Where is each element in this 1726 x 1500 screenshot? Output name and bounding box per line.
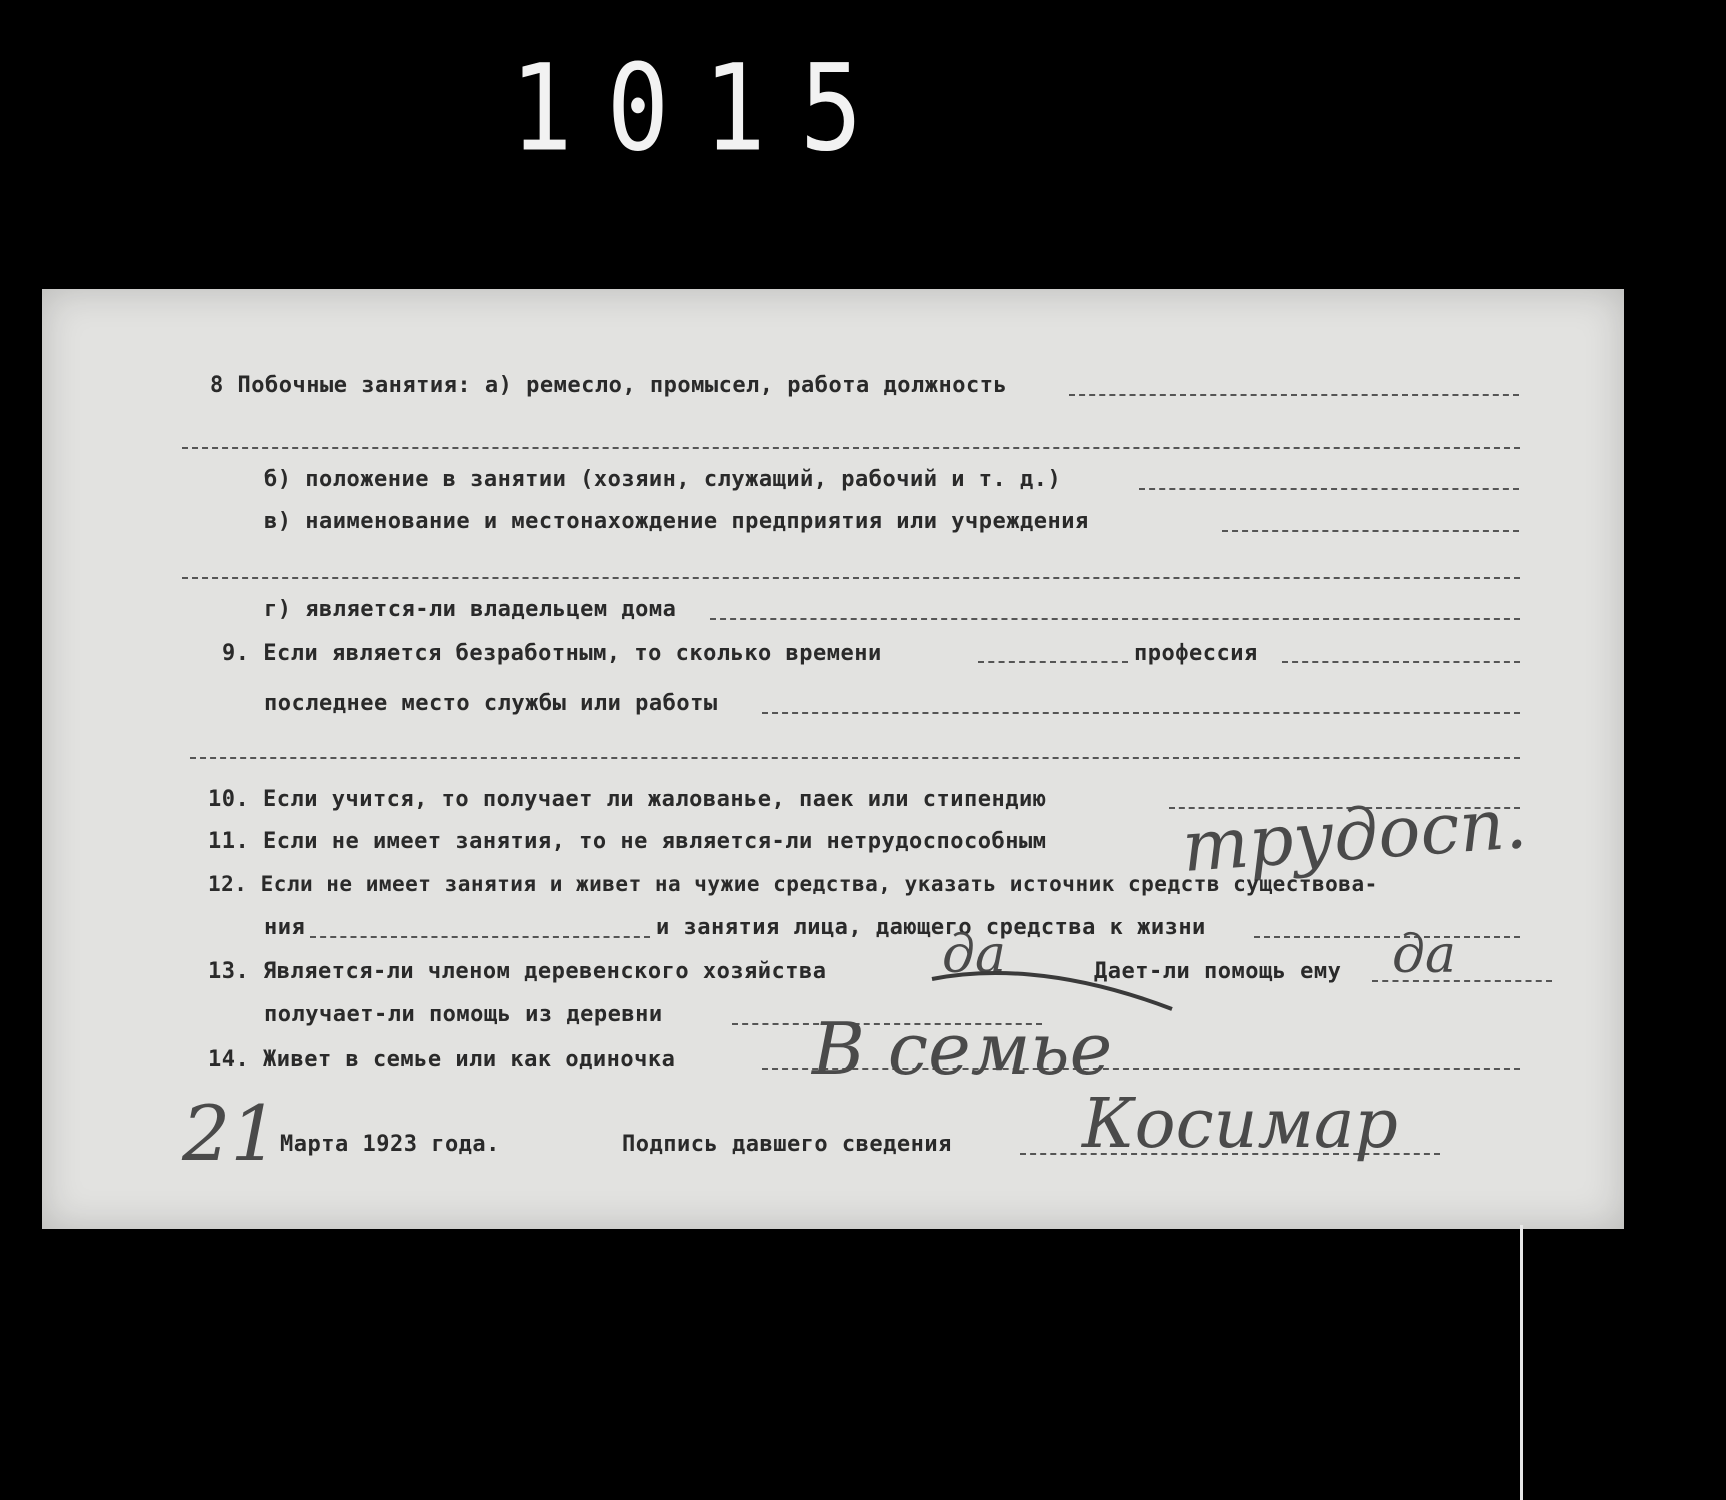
q9c-text: последнее место службы или работы bbox=[264, 691, 718, 716]
answer-line bbox=[182, 447, 1520, 449]
signature-label: Подпись давшего сведения bbox=[622, 1132, 952, 1157]
answer-line bbox=[190, 757, 1520, 759]
handwritten-answer-13-member: да bbox=[942, 925, 1006, 985]
answer-line bbox=[1139, 488, 1519, 490]
q11-text: 11. Если не имеет занятия, то не является-ли нетрудоспособным bbox=[208, 829, 1047, 854]
q13c-text: получает-ли помощь из деревни bbox=[264, 1002, 663, 1027]
handwritten-signature: Косимар bbox=[1082, 1085, 1398, 1164]
handwritten-answer-13-help: да bbox=[1392, 925, 1456, 985]
answer-line bbox=[1282, 661, 1520, 663]
q13a-text: 13. Является-ли членом деревенского хозяйства bbox=[208, 959, 827, 984]
answer-line bbox=[1222, 530, 1519, 532]
answer-line bbox=[310, 936, 650, 938]
answer-line bbox=[1069, 394, 1519, 396]
q13b-text: Дает-ли помощь ему bbox=[1094, 959, 1342, 984]
date-text: Марта 1923 года. bbox=[280, 1132, 500, 1157]
q8a-text: 8 Побочные занятия: а) ремесло, промысел, работа должность bbox=[210, 373, 1008, 398]
answer-line bbox=[710, 618, 1520, 620]
q12c-text: и занятия лица, дающего средства к жизни bbox=[656, 915, 1206, 940]
film-edge-mark bbox=[1520, 1225, 1523, 1500]
q14-text: 14. Живет в семье или как одиночка bbox=[208, 1047, 676, 1072]
q12b-text: ния bbox=[264, 915, 306, 940]
form-card bbox=[42, 289, 1624, 1229]
q8b-text: б) положение в занятии (хозяин, служащий, рабочий и т. д.) bbox=[264, 467, 1062, 492]
q9a-text: 9. Если является безработным, то сколько времени bbox=[222, 641, 882, 666]
handwritten-answer-14: В семье bbox=[812, 1007, 1113, 1091]
handwritten-date-day: 21 bbox=[182, 1089, 279, 1178]
q9b-text: профессия bbox=[1134, 641, 1258, 666]
answer-line bbox=[1372, 980, 1552, 982]
answer-line bbox=[182, 577, 1520, 579]
q10-text: 10. Если учится, то получает ли жалованье, паек или стипендию bbox=[208, 787, 1047, 812]
q8g-text: г) является-ли владельцем дома bbox=[264, 597, 677, 622]
q8v-text: в) наименование и местонахождение предприятия или учреждения bbox=[264, 509, 1089, 534]
answer-line bbox=[1254, 936, 1520, 938]
answer-line bbox=[762, 712, 1520, 714]
q12a-text: 12. Если не имеет занятия и живет на чужие средства, указать источник средств существова- bbox=[208, 872, 1378, 896]
answer-line bbox=[978, 661, 1128, 663]
handwritten-answer-11: трудосп. bbox=[1179, 782, 1530, 888]
frame-number: 1015 bbox=[510, 38, 897, 179]
